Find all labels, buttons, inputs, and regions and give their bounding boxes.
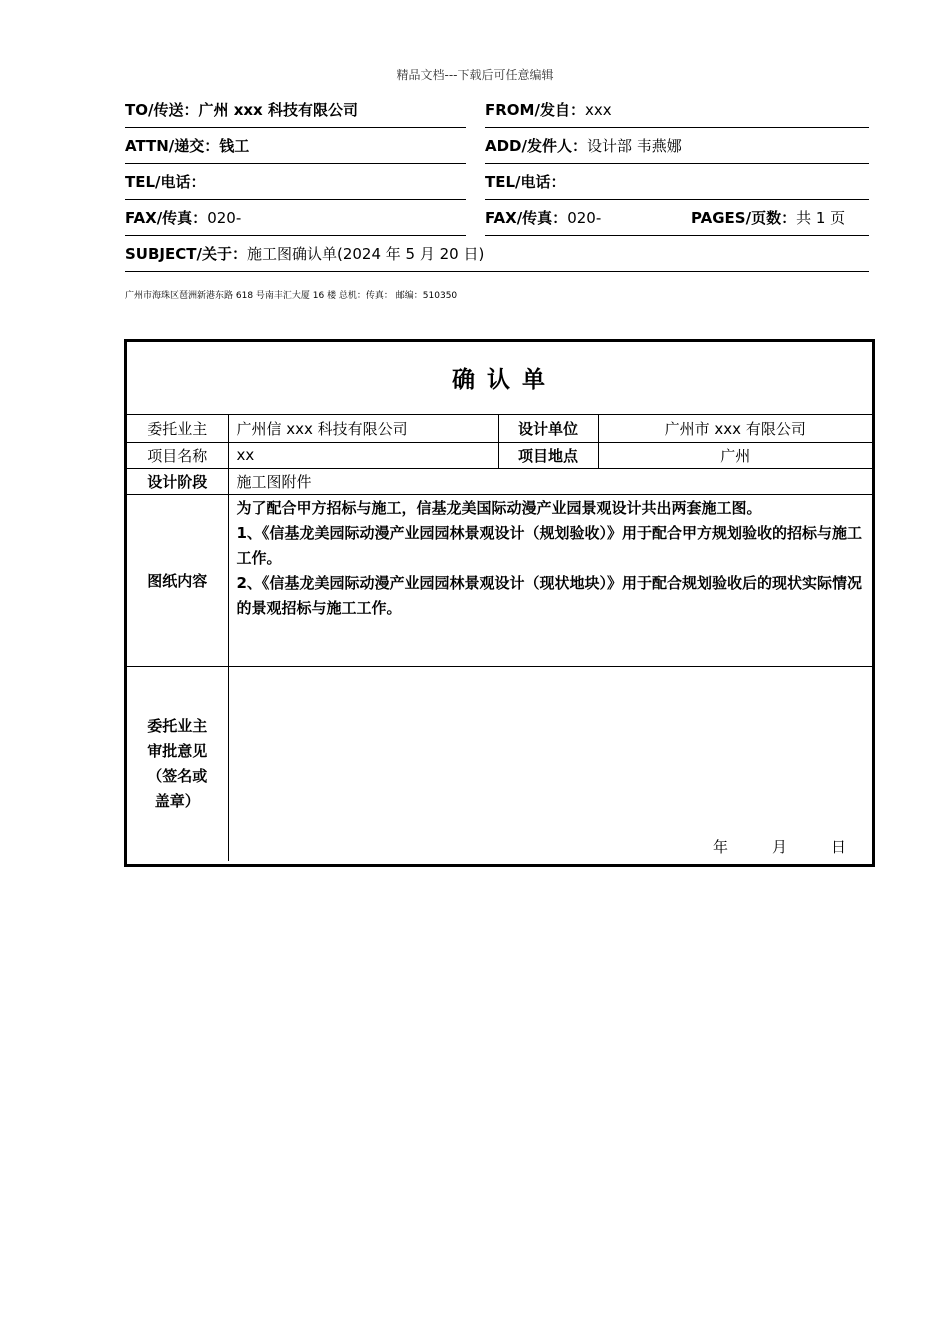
fax-left-value: 020- bbox=[207, 209, 242, 227]
attn-value: 钱工 bbox=[219, 137, 250, 155]
from-value: xxx bbox=[584, 101, 612, 119]
approval-label-line: 委托业主 bbox=[147, 716, 208, 735]
pages-field bbox=[691, 200, 845, 236]
subject-value: 施工图确认单(2024 年 5 月 20 日) bbox=[246, 245, 485, 263]
approval-label-line: 审批意见 bbox=[147, 741, 208, 760]
add-label: ADD/发件人： bbox=[485, 137, 587, 155]
project-name-value: xx bbox=[228, 442, 498, 468]
fax-left-label: FAX/传真： bbox=[125, 209, 208, 227]
content-description bbox=[228, 494, 872, 666]
attn-field bbox=[125, 128, 466, 164]
table-row bbox=[127, 494, 872, 666]
fax-row-fax bbox=[125, 200, 869, 236]
table-row bbox=[127, 666, 872, 861]
tel-right-label: TEL/电话： bbox=[485, 173, 566, 191]
stage-label: 设计阶段 bbox=[127, 468, 228, 494]
confirmation-table bbox=[127, 415, 872, 861]
signature-date bbox=[713, 836, 846, 857]
stage-value: 施工图附件 bbox=[228, 468, 872, 494]
add-field bbox=[485, 128, 869, 164]
subject-label: SUBJECT/关于： bbox=[125, 245, 247, 263]
approval-signature-area[interactable] bbox=[228, 666, 872, 861]
pages-value: 共 1 页 bbox=[796, 209, 846, 227]
fax-row-attn-add bbox=[125, 128, 869, 164]
content-label: 图纸内容 bbox=[127, 494, 228, 666]
approval-label bbox=[127, 666, 228, 861]
fax-row-to-from bbox=[125, 92, 869, 128]
table-row bbox=[127, 415, 872, 442]
date-day: 日 bbox=[830, 838, 846, 856]
company-address: 广州市海珠区琶洲新港东路 618 号南丰汇大厦 16 楼 总机：传真： 邮编：510350 bbox=[125, 291, 458, 301]
add-value: 设计部 韦燕娜 bbox=[587, 137, 682, 155]
tel-left-field bbox=[125, 164, 466, 200]
fax-header bbox=[125, 92, 869, 272]
date-year: 年 bbox=[712, 838, 728, 856]
fax-left-field bbox=[125, 200, 466, 236]
confirmation-form bbox=[124, 339, 875, 867]
from-field bbox=[485, 92, 869, 128]
fax-row-tel bbox=[125, 164, 869, 200]
content-line: 为了配合甲方招标与施工，信基龙美国际动漫产业园景观设计共出两套施工图。 bbox=[236, 498, 762, 517]
client-value: 广州信 xxx 科技有限公司 bbox=[228, 415, 498, 442]
approval-label-line: 盖章） bbox=[154, 791, 200, 810]
fax-right-label: FAX/传真： bbox=[485, 209, 568, 227]
designer-value: 广州市 xxx 有限公司 bbox=[598, 415, 872, 442]
watermark-text: 精品文档---下载后可任意编辑 bbox=[396, 68, 554, 82]
pages-label: PAGES/页数： bbox=[691, 209, 797, 227]
subject-field bbox=[125, 236, 869, 272]
to-value: 广州 xxx 科技有限公司 bbox=[198, 101, 358, 119]
table-row bbox=[127, 468, 872, 494]
tel-left-label: TEL/电话： bbox=[125, 173, 206, 191]
project-name-label: 项目名称 bbox=[127, 442, 228, 468]
from-label: FROM/发自： bbox=[485, 101, 585, 119]
designer-label: 设计单位 bbox=[498, 415, 598, 442]
fax-row-subject bbox=[125, 236, 869, 272]
fax-right-value: 020- bbox=[567, 209, 602, 227]
form-title: 确 认 单 bbox=[127, 342, 872, 415]
date-month: 月 bbox=[771, 838, 787, 856]
project-location-value: 广州 bbox=[598, 442, 872, 468]
table-row bbox=[127, 442, 872, 468]
to-label: TO/传送： bbox=[125, 101, 199, 119]
approval-label-line: （签名或 bbox=[147, 766, 208, 785]
attn-label: ATTN/递交： bbox=[125, 137, 220, 155]
content-line: 1、《信基龙美园际动漫产业园园林景观设计（规划验收）》用于配合甲方规划验收的招标与施工工作。 bbox=[236, 523, 862, 567]
project-location-label: 项目地点 bbox=[498, 442, 598, 468]
fax-right-field bbox=[485, 200, 869, 236]
to-field bbox=[125, 92, 466, 128]
content-line: 2、《信基龙美园际动漫产业园园林景观设计（现状地块）》用于配合规划验收后的现状实际情况的景观招标与施工工作。 bbox=[236, 573, 862, 617]
tel-right-field bbox=[485, 164, 869, 200]
client-label: 委托业主 bbox=[127, 415, 228, 442]
